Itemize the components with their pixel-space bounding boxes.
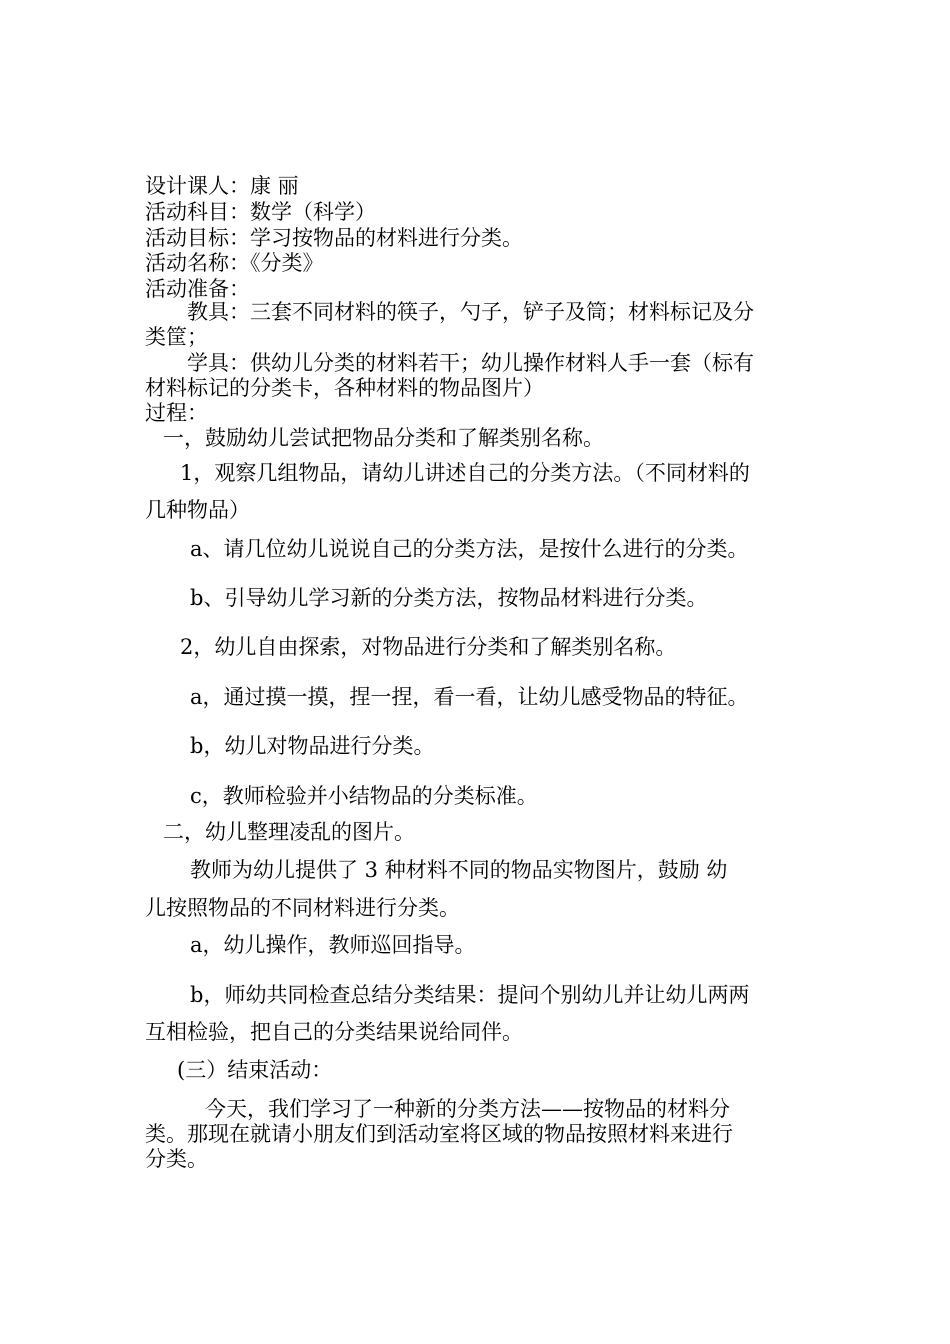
teaching-tools-line-1: 教具：三套不同材料的筷子，勺子，铲子及筒；材料标记及分 bbox=[187, 300, 754, 324]
section-2-item-b-line-2: 互相检验，把自己的分类结果说给同伴。 bbox=[145, 1020, 523, 1044]
section-3-title: (三）结束活动： bbox=[177, 1058, 333, 1082]
learning-tools-line-2: 材料标记的分类卡，各种材料的物品图片） bbox=[145, 376, 544, 400]
section-1-item-2-a: a，通过摸一摸，捏一捏，看一看，让幼儿感受物品的特征。 bbox=[190, 685, 749, 709]
subject-line: 活动科目：数学（科学） bbox=[145, 200, 376, 224]
section-1-item-1-line-1: 1，观察几组物品，请幼儿讲述自己的分类方法。（不同材料的 bbox=[180, 461, 750, 485]
section-1-item-2-c: c，教师检验并小结物品的分类标准。 bbox=[190, 784, 538, 808]
section-1-title: 一，鼓励幼儿尝试把物品分类和了解类别名称。 bbox=[163, 426, 604, 450]
designer-line: 设计课人：康 丽 bbox=[145, 174, 299, 198]
section-2-desc-line-2: 儿按照物品的不同材料进行分类。 bbox=[145, 896, 460, 920]
section-2-title: 二，幼儿整理凌乱的图片。 bbox=[163, 820, 415, 844]
section-2-item-b-line-1: b，师幼共同检查总结分类结果：提问个别幼儿并让幼儿两两 bbox=[190, 983, 750, 1007]
section-3-body-line-1: 今天，我们学习了一种新的分类方法——按物品的材料分 bbox=[205, 1097, 730, 1121]
section-2-desc-line-1: 教师为幼儿提供了 3 种材料不同的物品实物图片，鼓励 幼 bbox=[190, 858, 728, 882]
section-1-item-1-a: a、请几位幼儿说说自己的分类方法，是按什么进行的分类。 bbox=[190, 537, 749, 561]
learning-tools-line-1: 学具：供幼儿分类的材料若干；幼儿操作材料人手一套（标有 bbox=[187, 351, 754, 375]
section-3-body-line-3: 分类。 bbox=[145, 1147, 208, 1171]
section-1-item-1-line-2: 几种物品） bbox=[145, 498, 250, 522]
process-label: 过程： bbox=[145, 401, 208, 425]
section-2-item-a: a，幼儿操作，教师巡回指导。 bbox=[190, 933, 476, 957]
section-1-item-2: 2，幼儿自由探索，对物品进行分类和了解类别名称。 bbox=[180, 635, 677, 659]
section-1-item-1-b: b、引导幼儿学习新的分类方法，按物品材料进行分类。 bbox=[190, 586, 708, 610]
activity-name-line: 活动名称：《分类》 bbox=[145, 251, 324, 275]
objective-line: 活动目标：学习按物品的材料进行分类。 bbox=[145, 226, 523, 250]
preparation-label: 活动准备： bbox=[145, 277, 250, 301]
teaching-tools-line-2: 类筐； bbox=[145, 325, 208, 349]
section-1-item-2-b: b，幼儿对物品进行分类。 bbox=[190, 734, 435, 758]
section-3-body-line-2: 类。那现在就请小朋友们到活动室将区域的物品按照材料来进行 bbox=[145, 1122, 733, 1146]
